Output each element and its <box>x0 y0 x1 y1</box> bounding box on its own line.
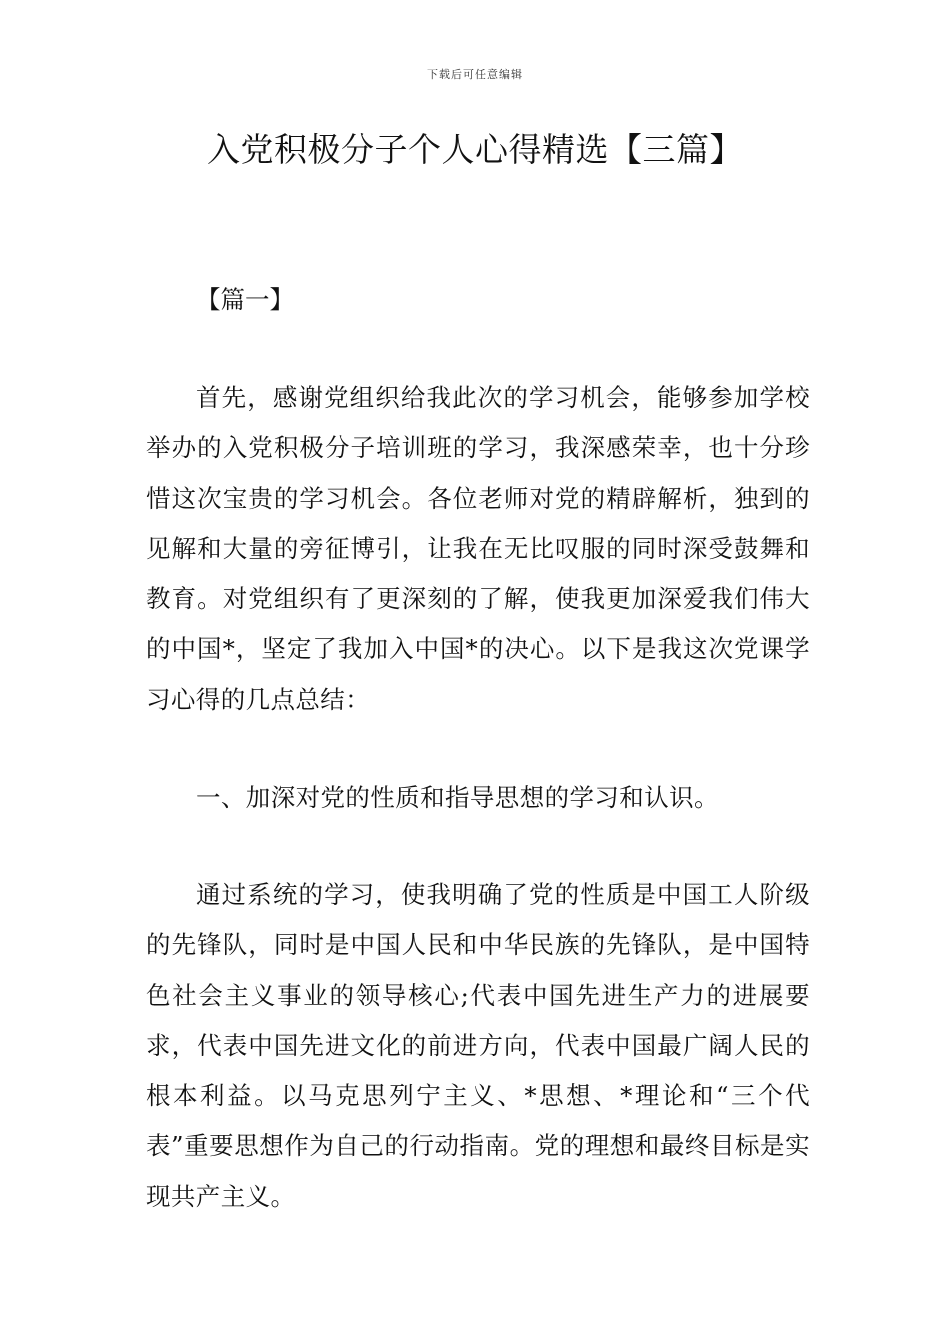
section-label: 【篇一】 <box>196 285 294 314</box>
document-title: 入党积极分子个人心得精选【三篇】 <box>207 130 743 169</box>
paragraph-heading-one: 一、加深对党的性质和指导思想的学习和认识。 <box>196 783 719 812</box>
paragraph-party-nature: 通过系统的学习，使我明确了党的性质是中国工人阶级的先锋队，同时是中国人民和中华民族的先锋队，是中国特色社会主义事业的领导核心;代表中国先进生产力的进展要求，代表中国先进文化的前进方向，代表中国最广阔人民的根本利益。以马克思列宁主义、*思想、*理论和“三个代表”重要思想作为自己的行动指南。党的理想和最终目标是实现共产主义。 <box>146 880 810 1211</box>
paragraph-intro: 首先，感谢党组织给我此次的学习机会，能够参加学校举办的入党积极分子培训班的学习，我深感荣幸，也十分珍惜这次宝贵的学习机会。各位老师对党的精辟解析，独到的见解和大量的旁征博引，让我在无比叹服的同时深受鼓舞和教育。对党组织有了更深刻的了解，使我更加深爱我们伟大的中国*，坚定了我加入中国*的决心。以下是我这次党课学习心得的几点总结： <box>146 383 810 714</box>
header-note: 下载后可任意编辑 <box>427 68 523 81</box>
